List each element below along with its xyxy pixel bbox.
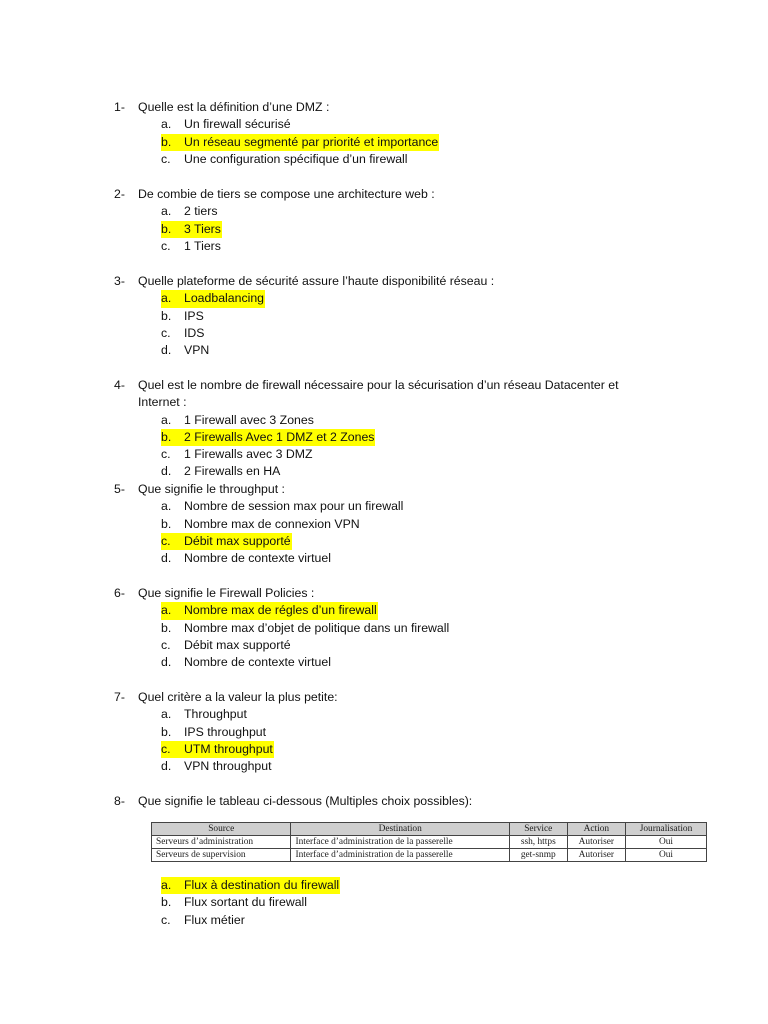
table-cell: Serveurs d’administration	[152, 836, 291, 849]
option-b: b. IPS throughput	[161, 724, 267, 739]
question-5	[114, 481, 654, 567]
table-header: Source	[152, 823, 291, 836]
option-b-highlighted: b. 2 Firewalls Avec 1 DMZ et 2 Zones	[114, 429, 654, 446]
table-cell: Interface d’administration de la passerelle	[291, 836, 509, 849]
question-text-line1: Quel est le nombre de firewall nécessaire pour la sécurisation d’un réseau Datacenter et	[138, 378, 619, 392]
question-4	[114, 377, 654, 481]
question-text-line2: Internet :	[138, 395, 187, 410]
option-c: c. 1 Tiers	[161, 238, 221, 253]
option-a-highlighted: a. Nombre max de régles d’un firewall	[114, 602, 654, 619]
option-c: c. Flux métier	[161, 912, 245, 927]
option-d: d. Nombre de contexte virtuel	[161, 655, 331, 670]
table-header: Action	[567, 823, 625, 836]
question-number: 6-	[114, 586, 125, 600]
table-row	[152, 849, 707, 862]
table-header-row	[152, 823, 707, 836]
question-number: 1-	[114, 100, 125, 114]
option-d: d. 2 Firewalls en HA	[161, 464, 281, 479]
question-number: 2-	[114, 187, 125, 201]
option-d: d. VPN throughput	[161, 759, 272, 774]
option-d: d. Nombre de contexte virtuel	[161, 551, 331, 566]
question-text: Quelle est la définition d’une DMZ :	[138, 100, 330, 114]
table-cell: Autoriser	[567, 849, 625, 862]
question-text: Quel critère a la valeur la plus petite:	[138, 690, 338, 704]
table-cell: ssh, https	[509, 836, 567, 849]
option-c-highlighted: c. UTM throughput	[114, 741, 654, 758]
question-text: Que signifie le Firewall Policies :	[138, 586, 315, 600]
question-number: 8-	[114, 794, 125, 808]
option-c: c. 1 Firewalls avec 3 DMZ	[161, 447, 313, 462]
question-3	[114, 273, 654, 359]
option-a: a. Un firewall sécurisé	[161, 117, 291, 132]
option-b: b. Nombre max de connexion VPN	[161, 516, 360, 531]
table-row	[152, 836, 707, 849]
table-cell: Oui	[626, 836, 707, 849]
question-1	[114, 99, 654, 168]
question-8	[114, 793, 654, 810]
option-a-highlighted: a. Loadbalancing	[114, 290, 654, 307]
option-b-highlighted: b. 3 Tiers	[114, 221, 654, 238]
option-a: a. Throughput	[161, 707, 247, 722]
option-b: b. Nombre max d’objet de politique dans un firewall	[161, 620, 450, 635]
question-6	[114, 585, 654, 671]
table-cell: get-snmp	[509, 849, 567, 862]
table-header: Journalisation	[626, 823, 707, 836]
option-a: a. 2 tiers	[161, 204, 218, 219]
option-c: c. Une configuration spécifique d’un firewall	[161, 151, 408, 166]
question-number: 7-	[114, 690, 125, 704]
question-number: 4-	[114, 378, 125, 392]
table-cell: Autoriser	[567, 836, 625, 849]
option-b: b. Flux sortant du firewall	[161, 895, 308, 910]
table-header: Destination	[291, 823, 509, 836]
option-c-highlighted: c. Débit max supporté	[114, 533, 654, 550]
question-text: Que signifie le tableau ci-dessous (Multiples choix possibles):	[138, 794, 473, 808]
table-header: Service	[509, 823, 567, 836]
question-text: Quelle plateforme de sécurité assure l’haute disponibilité réseau :	[138, 274, 495, 288]
option-a: a. Nombre de session max pour un firewall	[161, 499, 404, 514]
option-a-highlighted: a. Flux à destination du firewall	[114, 877, 654, 894]
table-cell: Interface d’administration de la passerelle	[291, 849, 509, 862]
option-c: c. Débit max supporté	[161, 637, 291, 652]
option-a: a. 1 Firewall avec 3 Zones	[161, 412, 314, 427]
option-d: d. VPN	[161, 343, 210, 358]
question-7	[114, 689, 654, 775]
question-text: De combie de tiers se compose une architecture web :	[138, 187, 435, 201]
question-number: 5-	[114, 482, 125, 496]
option-c: c. IDS	[161, 325, 205, 340]
option-b-highlighted: b. Un réseau segmenté par priorité et importance	[114, 134, 654, 151]
question-number: 3-	[114, 274, 125, 288]
question-2	[114, 186, 654, 255]
question-8-options	[114, 877, 654, 929]
table-cell: Oui	[626, 849, 707, 862]
question-text: Que signifie le throughput :	[138, 482, 285, 496]
option-b: b. IPS	[161, 308, 204, 323]
table-cell: Serveurs de supervision	[152, 849, 291, 862]
flow-rules-table	[151, 822, 707, 862]
